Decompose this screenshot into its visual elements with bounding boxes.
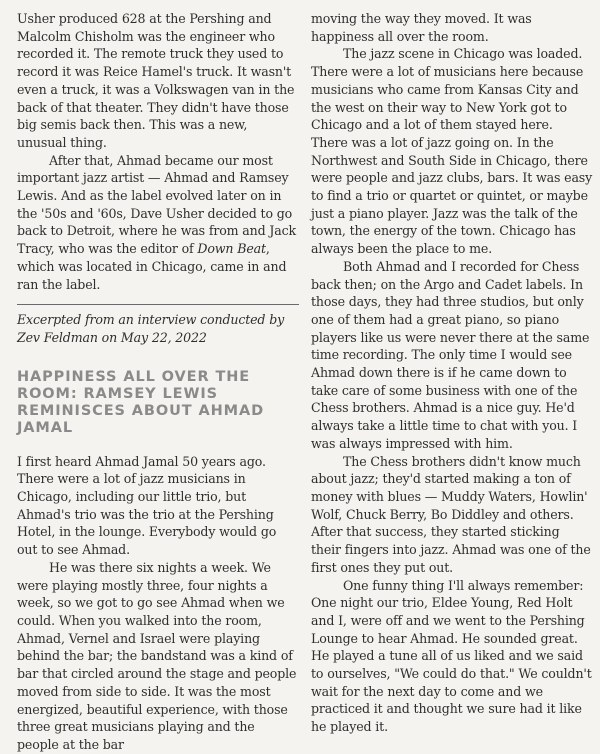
paragraph: The jazz scene in Chicago was loaded. There were a lot of musicians here because musicians who came from Kansas City and the west on their way to New York got to Chicago and a lot of them stayed here. There was a lot of jazz going on. In the Northwest and South Side in Chicago, there were people and jazz clubs, bars. It was easy to find a trio or quartet or quintet, or maybe just a piano player. Jazz was the talk of the town, the energy of the town. Chicago has always been the place to me. bbox=[311, 46, 593, 257]
paragraph: Usher produced 628 at the Pershing and Malcolm Chisholm was the engineer who recorded it. The remote truck they used to record it was Reice Hamel's truck. It wasn't even a truck, it was a Volkswagen van in the back of that theater. They didn't have those big semis back then. This was a new, unusual thing. bbox=[17, 11, 295, 150]
paragraph: One funny thing I'll always remember: One night our trio, Eldee Young, Red Holt and I, were off and we went to the Pershing Lounge to hear Ahmad. He sounded great. He played a tune all of us liked and we said to ourselves, "We could do that." We couldn't wait for the next day to come and we practiced it and thought we sure had it like he played it. bbox=[311, 577, 592, 735]
paragraph: Both Ahmad and I recorded for Chess back then; on the Argo and Cadet labels. In those days, they had three studios, but only one of them had a great piano, so piano players like us were never there at the same time recording. The only time I would see Ahmad down there is if he came down to take care of some business with one of the Chess brothers. Ahmad is a nice guy. He'd always take a little time to chat with you. I was always impressed with him. bbox=[311, 258, 590, 451]
paragraph: He was there six nights a week. We were playing mostly three, four nights a week, so we got to go see Ahmad when we could. When you walked into the room, Ahmad, Vernel and Israel were playing behind the bar; the bandstand was a kind of bar that circled around the stage and people moved from side to side. It was the most energized, beautiful experience, with those three great musicians playing and the people at the bar bbox=[17, 559, 297, 752]
publication-title: Down Beat bbox=[197, 241, 266, 257]
left-column bbox=[17, 10, 299, 754]
paragraph: The Chess brothers didn't know much about jazz; they'd started making a ton of money with blues — Muddy Waters, Howlin' Wolf, Chuck Berry, Bo Diddley and others. After that success, they started sticking their fingers into jazz. Ahmad was one of the first ones they put out. bbox=[311, 453, 591, 575]
paragraph-text: After that, Ahmad became our most important jazz artist — Ahmad and Ramsey Lewis. And as the label evolved later on in the '50s and '60s, Dave Usher decided to go back to Detroit, where he was from and Jack Tracy, who was the editor of bbox=[17, 152, 297, 257]
right-column bbox=[311, 10, 593, 736]
article-heading: HAPPINESS ALL OVER THE ROOM: RAMSEY LEWIS REMINISCES ABOUT AHMAD JAMAL bbox=[17, 368, 265, 436]
paragraph: moving the way they moved. It was happiness all over the room. bbox=[311, 11, 532, 44]
paragraph: I first heard Ahmad Jamal 50 years ago. There were a lot of jazz musicians in Chicago, including our little trio, but Ahmad's trio was the trio at the Pershing Hotel, in the lounge. Everybody would go out to see Ahmad. bbox=[17, 453, 277, 558]
paragraph bbox=[17, 152, 299, 294]
section-divider bbox=[17, 304, 299, 305]
paragraph-text: , which was located in Chicago, came in and ran the label. bbox=[17, 241, 287, 292]
interview-credit: Excerpted from an interview conducted by Zev Feldman on May 22, 2022 bbox=[17, 312, 285, 345]
